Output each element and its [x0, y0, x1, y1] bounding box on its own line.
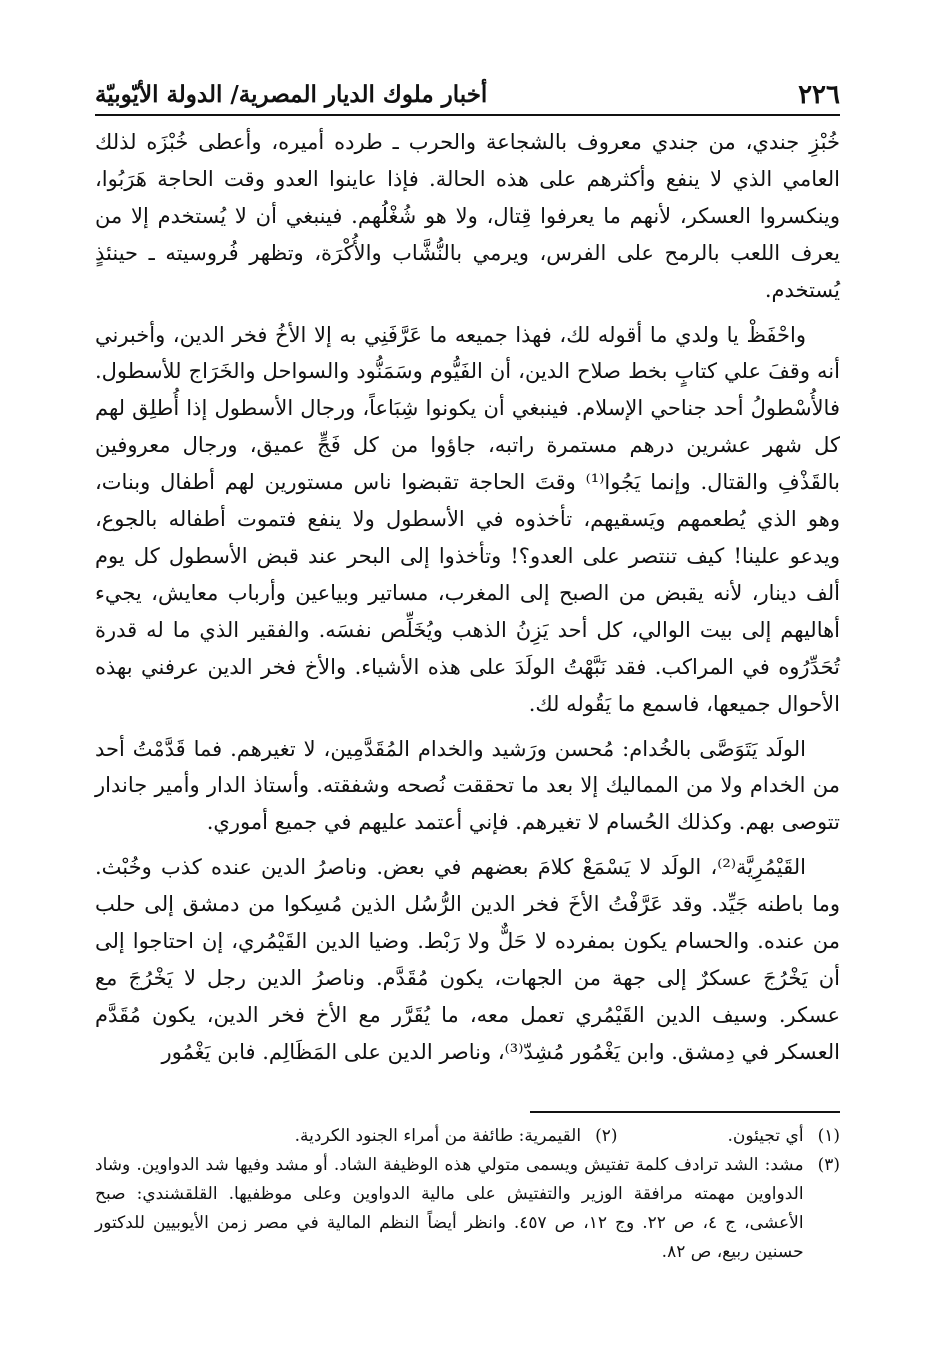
footnote-number: (٢)	[595, 1126, 618, 1146]
footnote-text: مشد: الشد ترادف كلمة تفتيش ويسمى متولي هذه الوظيفة الشاد. أو مشد وفيها شد الدواوين. وشاد الدواوين مهمته مرافقة الوزير والتفتيش على مالية الدواوين وعلى موظفيها. القلقشندي: صبح الأعشى، ج ٤، ص ٢٢. وج ١٢، ص ٤٥٧. وانظر أيضاً النظم المالية في مصر زمن الأيوبيين للدكتور حسنين ربيع، ص ٨٢.	[95, 1155, 804, 1262]
footnote-number: (١)	[817, 1126, 840, 1146]
page-number: ٢٢٦	[798, 80, 840, 110]
footnote-row	[95, 1122, 840, 1151]
footnote-2	[295, 1122, 618, 1151]
footnote-number: (٣)	[817, 1155, 840, 1175]
footnote-text: أي تجيئون.	[727, 1126, 804, 1146]
paragraph: واحْفَظْ يا ولدي ما أقوله لك، فهذا جميعه ما عَرَّفَنِي به إلا الأخُ فخر الدين، وأخبرني أنه وقفَ علي كتابٍ بخط صلاح الدين، أن الفَيُّوم وسَمَنُّود والسواحل والخَرَاج للأسطول. فالأُسْطولُ أحد جناحي الإسلام. فينبغي أن يكونوا شِبَاعاً، ورجال الأسطول إذا أُطلِق لهم كل شهر عشرين درهم مستمرة راتبه، جاؤوا من كل فَجٍّ عميق، ورجال معروفين بالقَذْفِ والقتال. وإنما يَجُوا⁽¹⁾ وقتَ الحاجة تقبضوا ناس مستورين لهم أطفال وبنات، وهو الذي يُطعمهم ويَسقيهم، تأخذوه في الأسطول ولا ينفع فتموت أطفاله بالجوع، ويدعو علينا! كيف تنتصر على العدو؟! وتأخذوا إلى البحر عند قبض الأسطول كل يوم ألف دينار، لأنه يقبض من الصبح إلى المغرب، مساتير وبياعين وأرباب معايش، يجيء أهاليهم إلى بيت الوالي، كل أحد يَزِنُ الذهب ويُخَلِّص نفسَه. والفقير الذي ما له قدرة تُحَدِّرُوه في المراكب. فقد نَبَّهْتُ الولَدَ على هذه الأشياء. والأخ فخر الدين عرفني بهذه الأحوال جميعها، فاسمع ما يَقُوله لك.	[95, 322, 840, 716]
main-text	[95, 124, 840, 1079]
running-title: أخبار ملوك الديار المصرية/ الدولة الأيّوبيّة	[95, 81, 488, 108]
page-header	[95, 76, 840, 110]
footnotes	[95, 1122, 840, 1267]
paragraph: الولَد يَتَوَصَّى بالخُدام: مُحسن ورَشيد والخدام المُقَدَّمِين، لا تغيرهم. فما قَدَّمْتُ أحد من الخدام ولا من المماليك إلا بعد ما تحققت نُصحه وشفقته. وأستاذ الدار وأمير جاندار تتوصى بهم. وكذلك الحُسام لا تغيرهم. فإني أعتمد عليهم في جميع أموري.	[95, 736, 840, 835]
footnote-rule	[530, 1111, 840, 1113]
paragraph: القَيْمُرِيَّة⁽²⁾، الولَد لا يَسْمَعْ كلامَ بعضهم في بعض. وناصرُ الدين عنده كذب وخُبْث. وما باطنه جَيِّد. وقد عَرَّفْتُ الأخَ فخر الدين الرُّسُل الذين مُسِكوا من دمشق إلى حلب من عنده. والحسام يكون بمفرده لا حَلٌّ ولا رَبْط. وضيا الدين القَيْمُري، إن احتاجوا إلى أن يَخْرُجَ عسكرٌ إلى جهة من الجهات، يكون مُقَدَّم. وناصرُ الدين رجل لا يَخْرُجَ مع عسكر. وسيف الدين القَيْمُري تعمل معه، ما يُقَرَّر مع الأخ فخر الدين، يكون مُقَدَّم العسكر في دِمشق. وابن يَغْمُور مُشِدّ⁽³⁾، وناصر الدين على المَظَالِم. فابن يَغْمُور	[95, 855, 840, 1064]
footnote-3	[95, 1151, 840, 1267]
footnote-text: القيمرية: طائفة من أمراء الجنود الكردية.	[294, 1126, 582, 1146]
footnote-1	[728, 1122, 841, 1151]
paragraph: خُبْزِ جندي، من جندي معروف بالشجاعة والحرب ـ طرده أميره، وأعطى خُبْزَه لذلك العامي الذي لا ينفع وأكثرهم على هذه الحالة. فإذا عاينوا العدو وقت الحاجة هَرَبُوا، وينكسروا العسكر، لأنهم ما يعرفوا قِتال، ولا هو شُغْلُهم. فينبغي أن لا يُستخدم إلا من يعرف اللعب بالرمح على الفرس، ويرمي بالنُّشَّاب والأُكْرَة، وتظهر فُروسيته ـ حينئذٍ يُستخدم.	[95, 130, 840, 302]
header-rule	[95, 114, 840, 116]
